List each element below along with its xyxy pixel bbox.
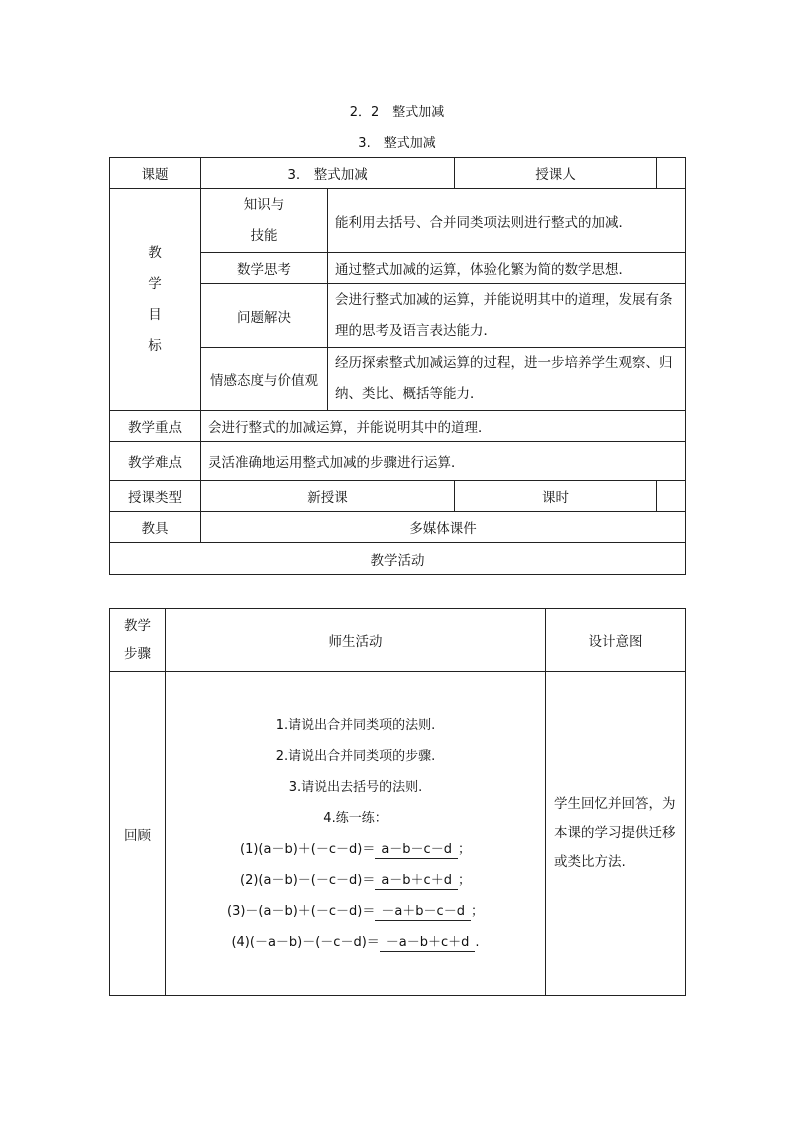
difficulty-text: 灵活准确地运用整式加减的步骤进行运算． xyxy=(201,442,686,481)
goal-text-problem-solving: 会进行整式加减的运算，并能说明其中的道理，发展有条理的思考及语言表达能力． xyxy=(328,284,686,348)
review-question-1: 1.请说出合并同类项的法则. xyxy=(275,717,436,733)
activities-label: 教学活动 xyxy=(110,543,686,575)
review-activity xyxy=(166,672,546,996)
exercise-3 xyxy=(166,896,545,927)
tools-value: 多媒体课件 xyxy=(201,512,686,543)
exercise-4 xyxy=(166,927,545,958)
goal-name-thinking: 数学思考 xyxy=(201,253,328,284)
document-title: 2．2 整式加减 xyxy=(349,105,445,120)
goal-name-attitude: 情感态度与价值观 xyxy=(201,348,328,411)
period-value xyxy=(657,481,686,512)
exercise-end: ； xyxy=(457,841,471,857)
tools-label: 教具 xyxy=(110,512,201,543)
exercise-expr: (2)(a－b)－(－c－d)＝ xyxy=(240,872,376,888)
period-label: 课时 xyxy=(455,481,657,512)
difficulty-label: 教学难点 xyxy=(110,442,201,481)
document-subtitle: 3. 整式加减 xyxy=(358,136,436,151)
review-question-4: 4.练一练： xyxy=(323,810,388,826)
review-question-2: 2.请说出合并同类项的步骤. xyxy=(275,748,436,764)
exercise-answer: －a＋b－c－d xyxy=(375,904,471,921)
topic-value: 3. 整式加减 xyxy=(201,158,455,189)
activity-header: 师生活动 xyxy=(166,609,546,672)
exercise-answer: a－b＋c＋d xyxy=(375,873,458,890)
goal-text-knowledge: 能利用去括号、合并同类项法则进行整式的加减． xyxy=(328,189,686,253)
goals-label: 教 学 目 标 xyxy=(110,189,201,411)
key-point-text: 会进行整式的加减运算，并能说明其中的道理． xyxy=(201,411,686,442)
exercise-end: ； xyxy=(457,872,471,888)
exercise-end: . xyxy=(475,934,480,950)
activity-table xyxy=(109,608,686,996)
exercise-2 xyxy=(166,865,545,896)
intent-header: 设计意图 xyxy=(546,609,686,672)
exercise-expr: (3)－(a－b)＋(－c－d)＝ xyxy=(227,903,376,919)
goal-name-knowledge: 知识与 技能 xyxy=(201,189,328,253)
lesson-type-value: 新授课 xyxy=(201,481,455,512)
goal-text-attitude: 经历探索整式加减运算的过程，进一步培养学生观察、归纳、类比、概括等能力． xyxy=(328,348,686,411)
key-point-label: 教学重点 xyxy=(110,411,201,442)
exercise-answer: －a－b＋c＋d xyxy=(380,935,476,952)
goal-name-problem-solving: 问题解决 xyxy=(201,284,328,348)
exercise-1 xyxy=(166,834,545,865)
teacher-label: 授课人 xyxy=(455,158,657,189)
review-question-3: 3.请说出去括号的法则. xyxy=(288,779,423,795)
exercise-answer: a－b－c－d xyxy=(375,842,458,859)
exercise-end: ； xyxy=(470,903,484,919)
topic-label: 课题 xyxy=(110,158,201,189)
exercise-expr: (1)(a－b)＋(－c－d)＝ xyxy=(240,841,376,857)
review-step: 回顾 xyxy=(110,672,166,996)
goal-text-thinking: 通过整式加减的运算，体验化繁为简的数学思想． xyxy=(328,253,686,284)
lesson-type-label: 授课类型 xyxy=(110,481,201,512)
review-intent: 学生回忆并回答，为本课的学习提供迁移或类比方法. xyxy=(546,672,686,996)
step-header: 教学 步骤 xyxy=(110,609,166,672)
teacher-value xyxy=(657,158,686,189)
exercise-expr: (4)(－a－b)－(－c－d)＝ xyxy=(231,934,380,950)
lesson-info-table xyxy=(109,157,686,575)
